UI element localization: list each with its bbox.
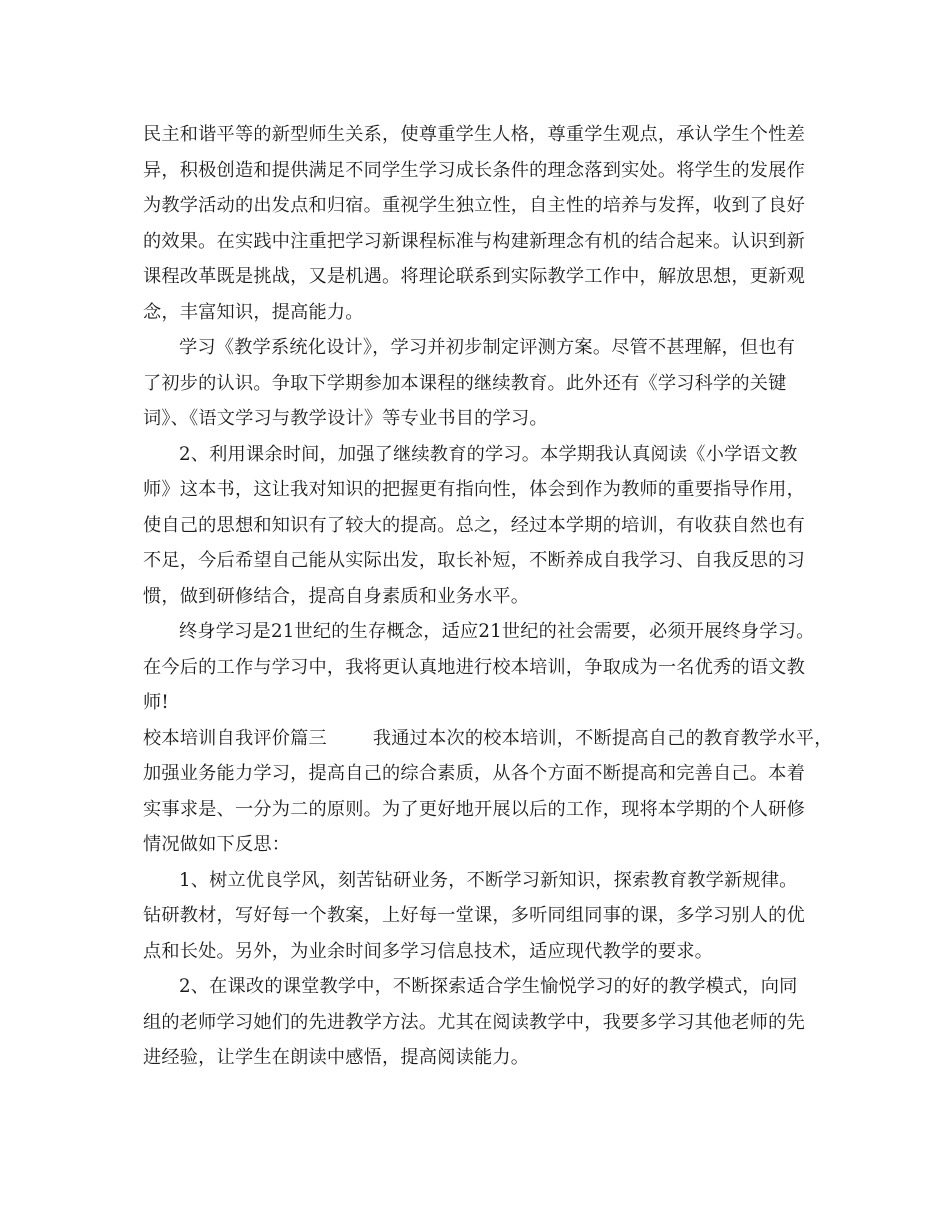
text-line: 了初步的认识。争取下学期参加本课程的继续教育。此外还有《学习科学的关键	[143, 372, 787, 394]
text-line: 2、利用课余时间，加强了继续教育的学习。本学期我认真阅读《小学语文教	[179, 443, 798, 465]
text-line: 点和长处。另外，为业余时间多学习信息技术，适应现代教学的要求。	[143, 940, 714, 962]
text-line: 加强业务能力学习，提高自己的综合素质，从各个方面不断提高和完善自己。本着	[143, 763, 805, 784]
section-heading-text: 我通过本次的校本培训，不断提高自己的教育教学水平，	[372, 727, 833, 749]
text-line: 惯，做到研修结合，提高自身素质和业务水平。	[143, 585, 530, 607]
section-heading-line	[143, 721, 833, 757]
text-line: 2、在课改的课堂教学中，不断探索适合学生愉悦学习的好的教学模式，向同	[179, 976, 798, 997]
text-line: 不足，今后希望自己能从实际出发，取长补短，不断养成自我学习、自我反思的习	[143, 550, 805, 571]
text-line: 终身学习是21世纪的生存概念，适应21世纪的社会需要，必须开展终身学习。	[179, 621, 815, 642]
document-body	[143, 117, 833, 1076]
text-line: 为教学活动的出发点和归宿。重视学生独立性，自主性的培养与发挥，收到了良好	[143, 195, 805, 216]
text-line: 在今后的工作与学习中，我将更认真地进行校本培训，争取成为一名优秀的语文教	[143, 656, 805, 678]
section-title: 校本培训自我评价篇三	[143, 727, 327, 749]
text-line: 课程改革既是挑战，又是机遇。将理论联系到实际教学工作中，解放思想，更新观	[143, 266, 805, 287]
text-line: 词》、《语文学习与教学设计》等专业书目的学习。	[143, 408, 548, 429]
text-line: 实事求是、一分为二的原则。为了更好地开展以后的工作，现将本学期的个人研修	[143, 798, 805, 820]
text-line: 民主和谐平等的新型师生关系，使尊重学生人格，尊重学生观点，承认学生个性差	[143, 124, 805, 145]
text-line: 的效果。在实践中注重把学习新课程标准与构建新理念有机的结合起来。认识到新	[143, 230, 805, 252]
text-line: 使自己的思想和知识有了较大的提高。总之，经过本学期的培训，有收获自然也有	[143, 514, 805, 536]
text-line: 组的老师学习她们的先进教学方法。尤其在阅读教学中，我要多学习其他老师的先	[143, 1011, 805, 1033]
text-line: 念，丰富知识，提高能力。	[143, 301, 364, 323]
paragraphs-after-heading	[143, 756, 807, 1076]
text-line: 师!	[143, 692, 169, 713]
text-line: 师》这本书，这让我对知识的把握更有指向性，体会到作为教师的重要指导作用，	[143, 479, 805, 500]
text-line: 钻研教材，写好每一个教案，上好每一堂课，多听同组同事的课，多学习别人的优	[143, 905, 805, 926]
text-line: 进经验，让学生在朗读中感悟，提高阅读能力。	[143, 1047, 530, 1068]
text-line: 学习《教学系统化设计》，学习并初步制定评测方案。尽管不甚理解，但也有	[179, 337, 796, 358]
text-line: 1、树立优良学风，刻苦钻研业务，不断学习新知识，探索教育教学新规律。	[179, 869, 798, 891]
text-line: 异，积极创造和提供满足不同学生学习成长条件的理念落到实处。将学生的发展作	[143, 159, 805, 181]
paragraphs-before-heading	[143, 117, 815, 721]
text-line: 情况做如下反思：	[143, 834, 291, 855]
